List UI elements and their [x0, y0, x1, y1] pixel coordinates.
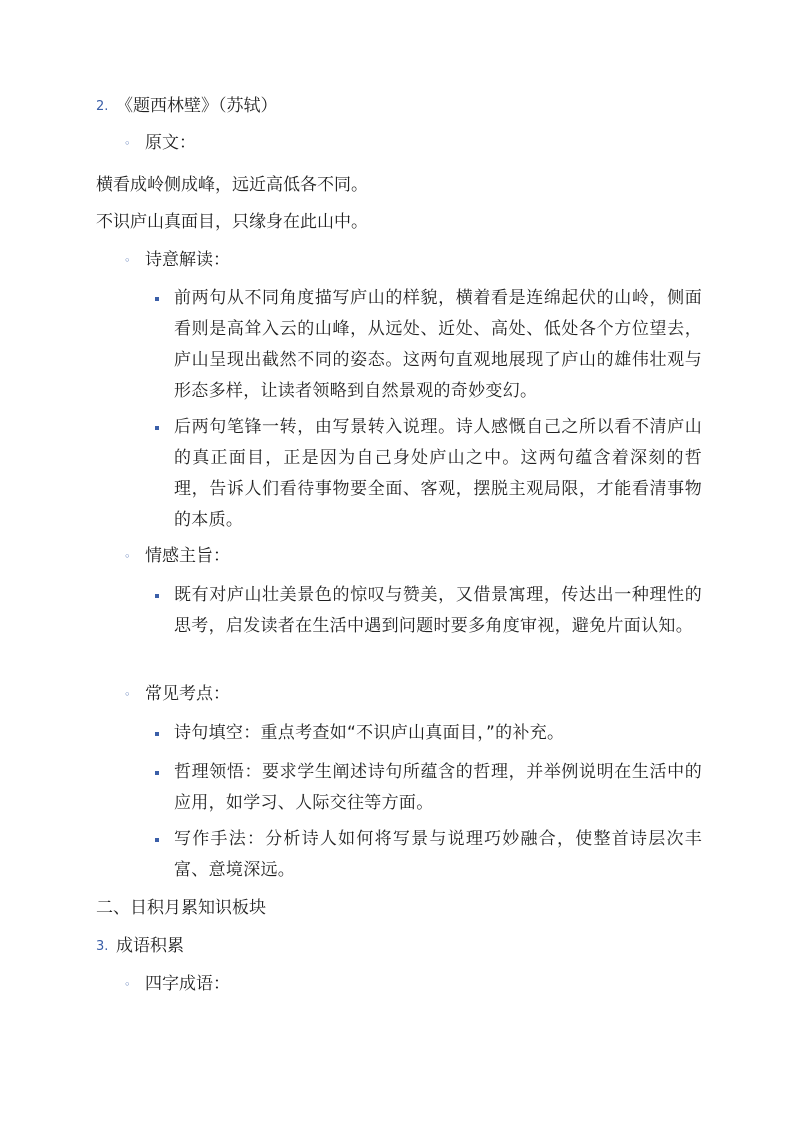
list-number: 2. [96, 99, 109, 114]
circle-bullet-icon: ◦ [124, 137, 131, 150]
list-item: 哲理领悟：要求学生阐述诗句所蕴含的哲理，并举例说明在生活中的应用，如学习、人际交往等方面。 [174, 762, 702, 813]
part-heading: 二、日积月累知识板块 [96, 898, 266, 918]
circle-bullet-icon: ◦ [124, 688, 131, 701]
sub-label-original: 原文： [145, 133, 196, 153]
poem-line: 不识庐山真面目，只缘身在此山中。 [96, 212, 368, 232]
square-bullet-icon [155, 426, 159, 430]
list-item: 既有对庐山壮美景色的惊叹与赞美，又借景寓理，传达出一种理性的思考，启发读者在生活中遇到问题时要多角度审视，避免片面认知。 [174, 585, 702, 636]
circle-bullet-icon: ◦ [124, 978, 131, 991]
sub-label-interpretation: 诗意解读： [145, 250, 230, 270]
list-item: 后两句笔锋一转，由写景转入说理。诗人感慨自己之所以看不清庐山的真正面目，正是因为自己身处庐山之中。这两句蕴含着深刻的哲理，告诉人们看待事物要全面、客观，摆脱主观局限，才能看清事物的本质。 [174, 417, 702, 530]
sub-label-exam: 常见考点： [145, 684, 230, 704]
square-bullet-icon [155, 838, 159, 842]
circle-bullet-icon: ◦ [124, 254, 131, 267]
square-bullet-icon [155, 297, 159, 301]
square-bullet-icon [155, 771, 159, 775]
sub-label-emotion: 情感主旨： [145, 546, 230, 566]
square-bullet-icon [155, 732, 159, 736]
circle-bullet-icon: ◦ [124, 550, 131, 563]
list-item: 前两句从不同角度描写庐山的样貌，横着看是连绵起伏的山岭，侧面看则是高耸入云的山峰，从远处、近处、高处、低处各个方位望去，庐山呈现出截然不同的姿态。这两句直观地展现了庐山的雄伟壮观与形态多样，让读者领略到自然景观的奇妙变幻。 [174, 288, 702, 401]
poem-line: 横看成岭侧成峰，远近高低各不同。 [96, 175, 368, 195]
list-number: 3. [96, 939, 109, 954]
square-bullet-icon [155, 594, 159, 598]
section-title: 《题西林壁》（苏轼） [116, 96, 278, 116]
list-item: 写作手法：分析诗人如何将写景与说理巧妙融合，使整首诗层次丰富、意境深远。 [174, 829, 702, 880]
list-item: 诗句填空：重点考查如“不识庐山真面目，”的补充。 [174, 723, 565, 743]
sub-label-idioms: 四字成语： [145, 974, 230, 994]
section-title: 成语积累 [116, 936, 184, 956]
